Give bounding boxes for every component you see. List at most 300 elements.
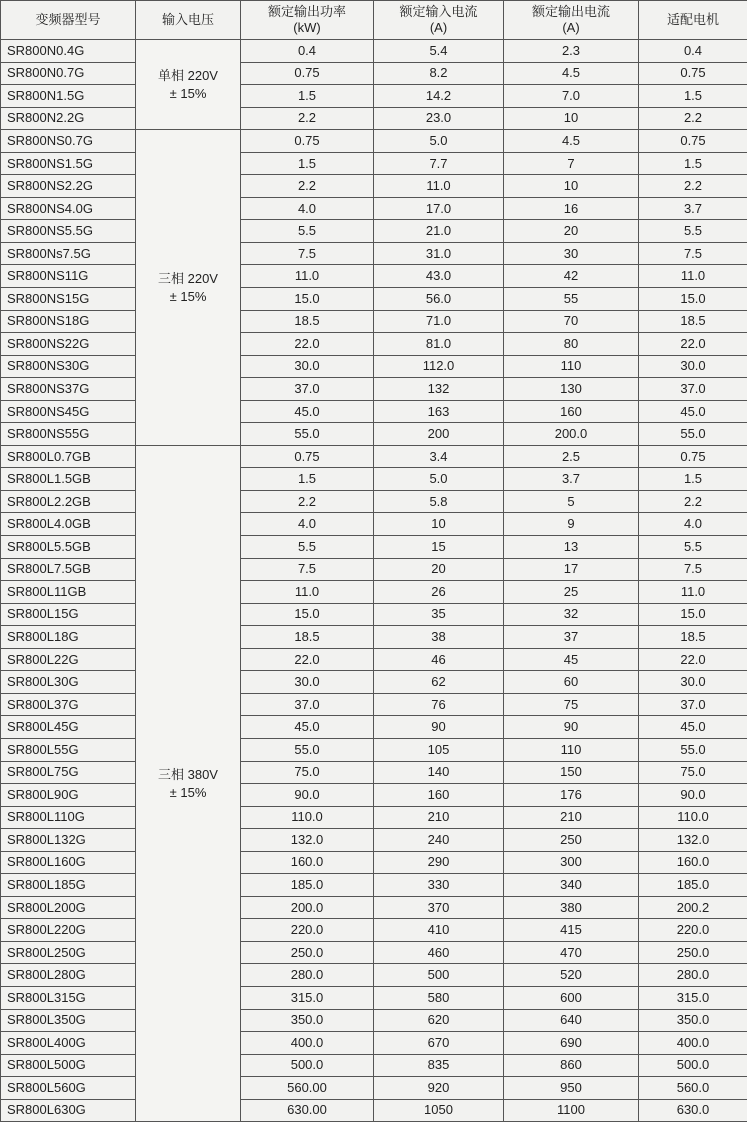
- matched-motor-cell: 630.0: [639, 1099, 747, 1122]
- table-row: [1, 220, 747, 243]
- matched-motor-cell: 250.0: [639, 941, 747, 964]
- rated-input-current-cell: 112.0: [374, 355, 504, 378]
- rated-input-current-cell: 31.0: [374, 242, 504, 265]
- table-row: [1, 242, 747, 265]
- rated-output-power-cell: 0.75: [241, 62, 374, 85]
- table-row: [1, 355, 747, 378]
- table-row: [1, 40, 747, 63]
- rated-input-current-cell: 26: [374, 581, 504, 604]
- model-cell: SR800L280G: [1, 964, 136, 987]
- rated-output-current-cell: 600: [504, 986, 639, 1009]
- model-cell: SR800L220G: [1, 919, 136, 942]
- rated-output-power-cell: 315.0: [241, 986, 374, 1009]
- rated-input-current-cell: 5.0: [374, 130, 504, 153]
- matched-motor-cell: 18.5: [639, 310, 747, 333]
- model-cell: SR800L75G: [1, 761, 136, 784]
- rated-output-power-cell: 560.00: [241, 1077, 374, 1100]
- rated-output-power-cell: 22.0: [241, 648, 374, 671]
- model-cell: SR800L400G: [1, 1032, 136, 1055]
- rated-input-current-cell: 835: [374, 1054, 504, 1077]
- rated-input-current-cell: 105: [374, 738, 504, 761]
- model-cell: SR800L37G: [1, 693, 136, 716]
- rated-input-current-cell: 200: [374, 423, 504, 446]
- table-row: [1, 806, 747, 829]
- rated-output-current-cell: 75: [504, 693, 639, 716]
- model-cell: SR800L250G: [1, 941, 136, 964]
- rated-output-power-cell: 1.5: [241, 152, 374, 175]
- matched-motor-cell: 350.0: [639, 1009, 747, 1032]
- model-cell: SR800L0.7GB: [1, 445, 136, 468]
- rated-input-current-cell: 11.0: [374, 175, 504, 198]
- table-row: [1, 175, 747, 198]
- rated-input-current-cell: 210: [374, 806, 504, 829]
- rated-output-current-cell: 130: [504, 378, 639, 401]
- header-input-voltage: 输入电压: [136, 1, 241, 40]
- matched-motor-cell: 37.0: [639, 378, 747, 401]
- table-row: [1, 152, 747, 175]
- matched-motor-cell: 400.0: [639, 1032, 747, 1055]
- rated-output-power-cell: 5.5: [241, 536, 374, 559]
- rated-output-current-cell: 13: [504, 536, 639, 559]
- rated-output-power-cell: 1.5: [241, 468, 374, 491]
- rated-input-current-cell: 5.4: [374, 40, 504, 63]
- model-cell: SR800L132G: [1, 829, 136, 852]
- model-cell: SR800L18G: [1, 626, 136, 649]
- rated-output-current-cell: 30: [504, 242, 639, 265]
- table-row: [1, 378, 747, 401]
- rated-output-power-cell: 160.0: [241, 851, 374, 874]
- rated-input-current-cell: 8.2: [374, 62, 504, 85]
- rated-input-current-cell: 132: [374, 378, 504, 401]
- rated-output-current-cell: 110: [504, 738, 639, 761]
- rated-output-power-cell: 18.5: [241, 626, 374, 649]
- model-cell: SR800L4.0GB: [1, 513, 136, 536]
- rated-output-current-cell: 340: [504, 874, 639, 897]
- model-cell: SR800N2.2G: [1, 107, 136, 130]
- rated-input-current-cell: 370: [374, 896, 504, 919]
- table-row: [1, 693, 747, 716]
- model-cell: SR800L350G: [1, 1009, 136, 1032]
- table-row: [1, 829, 747, 852]
- rated-output-current-cell: 640: [504, 1009, 639, 1032]
- matched-motor-cell: 7.5: [639, 242, 747, 265]
- table-row: [1, 1054, 747, 1077]
- rated-output-power-cell: 7.5: [241, 558, 374, 581]
- rated-input-current-cell: 410: [374, 919, 504, 942]
- rated-output-power-cell: 7.5: [241, 242, 374, 265]
- matched-motor-cell: 30.0: [639, 355, 747, 378]
- rated-input-current-cell: 5.8: [374, 490, 504, 513]
- rated-output-power-cell: 500.0: [241, 1054, 374, 1077]
- rated-output-current-cell: 7: [504, 152, 639, 175]
- matched-motor-cell: 200.2: [639, 896, 747, 919]
- matched-motor-cell: 45.0: [639, 400, 747, 423]
- rated-input-current-cell: 56.0: [374, 288, 504, 311]
- rated-output-power-cell: 37.0: [241, 378, 374, 401]
- table-row: [1, 941, 747, 964]
- model-cell: SR800L55G: [1, 738, 136, 761]
- header-rated-output-current: 额定输出电流 (A): [504, 1, 639, 40]
- rated-output-power-cell: 2.2: [241, 490, 374, 513]
- rated-output-power-cell: 11.0: [241, 265, 374, 288]
- model-cell: SR800L11GB: [1, 581, 136, 604]
- matched-motor-cell: 132.0: [639, 829, 747, 852]
- rated-output-current-cell: 25: [504, 581, 639, 604]
- rated-output-power-cell: 0.75: [241, 445, 374, 468]
- rated-input-current-cell: 20: [374, 558, 504, 581]
- rated-output-current-cell: 415: [504, 919, 639, 942]
- rated-input-current-cell: 38: [374, 626, 504, 649]
- model-cell: SR800NS4.0G: [1, 197, 136, 220]
- rated-input-current-cell: 43.0: [374, 265, 504, 288]
- table-row: [1, 986, 747, 1009]
- rated-output-power-cell: 22.0: [241, 333, 374, 356]
- model-cell: SR800NS22G: [1, 333, 136, 356]
- model-cell: SR800L15G: [1, 603, 136, 626]
- matched-motor-cell: 280.0: [639, 964, 747, 987]
- rated-output-current-cell: 690: [504, 1032, 639, 1055]
- rated-output-power-cell: 280.0: [241, 964, 374, 987]
- rated-output-current-cell: 10: [504, 107, 639, 130]
- model-cell: SR800NS5.5G: [1, 220, 136, 243]
- matched-motor-cell: 22.0: [639, 333, 747, 356]
- table-header: [1, 1, 747, 40]
- rated-output-power-cell: 30.0: [241, 671, 374, 694]
- rated-input-current-cell: 10: [374, 513, 504, 536]
- rated-output-current-cell: 200.0: [504, 423, 639, 446]
- rated-output-power-cell: 350.0: [241, 1009, 374, 1032]
- matched-motor-cell: 4.0: [639, 513, 747, 536]
- header-matched-motor: 适配电机: [639, 1, 747, 40]
- model-cell: SR800NS37G: [1, 378, 136, 401]
- rated-input-current-cell: 81.0: [374, 333, 504, 356]
- table-row: [1, 265, 747, 288]
- model-cell: SR800L630G: [1, 1099, 136, 1122]
- rated-output-power-cell: 5.5: [241, 220, 374, 243]
- matched-motor-cell: 37.0: [639, 693, 747, 716]
- input-voltage-cell: 三相 220V ± 15%: [136, 130, 241, 446]
- matched-motor-cell: 45.0: [639, 716, 747, 739]
- matched-motor-cell: 0.4: [639, 40, 747, 63]
- model-cell: SR800L2.2GB: [1, 490, 136, 513]
- model-cell: SR800L90G: [1, 784, 136, 807]
- table-row: [1, 197, 747, 220]
- table-row: [1, 468, 747, 491]
- table-row: [1, 603, 747, 626]
- model-cell: SR800L160G: [1, 851, 136, 874]
- matched-motor-cell: 560.0: [639, 1077, 747, 1100]
- rated-output-current-cell: 7.0: [504, 85, 639, 108]
- table-row: [1, 513, 747, 536]
- rated-output-power-cell: 37.0: [241, 693, 374, 716]
- matched-motor-cell: 1.5: [639, 152, 747, 175]
- model-cell: SR800NS2.2G: [1, 175, 136, 198]
- rated-output-current-cell: 60: [504, 671, 639, 694]
- table-row: [1, 1099, 747, 1122]
- table-row: [1, 558, 747, 581]
- rated-input-current-cell: 500: [374, 964, 504, 987]
- rated-output-power-cell: 15.0: [241, 603, 374, 626]
- rated-output-current-cell: 176: [504, 784, 639, 807]
- rated-output-power-cell: 0.4: [241, 40, 374, 63]
- rated-output-power-cell: 30.0: [241, 355, 374, 378]
- rated-output-power-cell: 4.0: [241, 197, 374, 220]
- model-cell: SR800L500G: [1, 1054, 136, 1077]
- table-row: [1, 62, 747, 85]
- rated-output-current-cell: 55: [504, 288, 639, 311]
- table-row: [1, 400, 747, 423]
- matched-motor-cell: 0.75: [639, 62, 747, 85]
- rated-output-power-cell: 110.0: [241, 806, 374, 829]
- matched-motor-cell: 185.0: [639, 874, 747, 897]
- rated-output-current-cell: 860: [504, 1054, 639, 1077]
- matched-motor-cell: 220.0: [639, 919, 747, 942]
- rated-output-power-cell: 18.5: [241, 310, 374, 333]
- rated-output-current-cell: 42: [504, 265, 639, 288]
- table-row: [1, 310, 747, 333]
- rated-output-current-cell: 5: [504, 490, 639, 513]
- rated-output-current-cell: 2.3: [504, 40, 639, 63]
- header-rated-output-power: 额定输出功率 (kW): [241, 1, 374, 40]
- matched-motor-cell: 500.0: [639, 1054, 747, 1077]
- rated-output-current-cell: 300: [504, 851, 639, 874]
- table-row: [1, 333, 747, 356]
- header-rated-input-current: 额定输入电流 (A): [374, 1, 504, 40]
- matched-motor-cell: 90.0: [639, 784, 747, 807]
- header-model: 变频器型号: [1, 1, 136, 40]
- rated-output-power-cell: 75.0: [241, 761, 374, 784]
- rated-output-power-cell: 15.0: [241, 288, 374, 311]
- matched-motor-cell: 22.0: [639, 648, 747, 671]
- rated-input-current-cell: 160: [374, 784, 504, 807]
- table-row: [1, 445, 747, 468]
- rated-output-power-cell: 2.2: [241, 107, 374, 130]
- rated-output-current-cell: 90: [504, 716, 639, 739]
- matched-motor-cell: 2.2: [639, 107, 747, 130]
- rated-output-current-cell: 380: [504, 896, 639, 919]
- rated-input-current-cell: 15: [374, 536, 504, 559]
- table-row: [1, 738, 747, 761]
- matched-motor-cell: 15.0: [639, 603, 747, 626]
- rated-input-current-cell: 21.0: [374, 220, 504, 243]
- model-cell: SR800L5.5GB: [1, 536, 136, 559]
- rated-output-power-cell: 185.0: [241, 874, 374, 897]
- rated-output-power-cell: 55.0: [241, 423, 374, 446]
- matched-motor-cell: 75.0: [639, 761, 747, 784]
- rated-input-current-cell: 670: [374, 1032, 504, 1055]
- rated-input-current-cell: 920: [374, 1077, 504, 1100]
- rated-input-current-cell: 1050: [374, 1099, 504, 1122]
- rated-output-power-cell: 45.0: [241, 716, 374, 739]
- matched-motor-cell: 7.5: [639, 558, 747, 581]
- table-row: [1, 85, 747, 108]
- model-cell: SR800L200G: [1, 896, 136, 919]
- matched-motor-cell: 30.0: [639, 671, 747, 694]
- matched-motor-cell: 0.75: [639, 445, 747, 468]
- matched-motor-cell: 0.75: [639, 130, 747, 153]
- table-row: [1, 423, 747, 446]
- rated-input-current-cell: 17.0: [374, 197, 504, 220]
- model-cell: SR800L7.5GB: [1, 558, 136, 581]
- model-cell: SR800NS45G: [1, 400, 136, 423]
- rated-output-current-cell: 37: [504, 626, 639, 649]
- model-cell: SR800NS1.5G: [1, 152, 136, 175]
- model-cell: SR800N1.5G: [1, 85, 136, 108]
- rated-input-current-cell: 240: [374, 829, 504, 852]
- model-cell: SR800NS55G: [1, 423, 136, 446]
- matched-motor-cell: 2.2: [639, 175, 747, 198]
- matched-motor-cell: 160.0: [639, 851, 747, 874]
- rated-output-power-cell: 90.0: [241, 784, 374, 807]
- table-row: [1, 919, 747, 942]
- rated-output-current-cell: 470: [504, 941, 639, 964]
- matched-motor-cell: 110.0: [639, 806, 747, 829]
- rated-input-current-cell: 290: [374, 851, 504, 874]
- rated-input-current-cell: 580: [374, 986, 504, 1009]
- rated-input-current-cell: 62: [374, 671, 504, 694]
- table-row: [1, 130, 747, 153]
- rated-output-current-cell: 3.7: [504, 468, 639, 491]
- rated-output-current-cell: 950: [504, 1077, 639, 1100]
- rated-output-current-cell: 70: [504, 310, 639, 333]
- matched-motor-cell: 1.5: [639, 468, 747, 491]
- rated-input-current-cell: 14.2: [374, 85, 504, 108]
- rated-input-current-cell: 5.0: [374, 468, 504, 491]
- rated-input-current-cell: 620: [374, 1009, 504, 1032]
- matched-motor-cell: 315.0: [639, 986, 747, 1009]
- rated-output-power-cell: 400.0: [241, 1032, 374, 1055]
- table-row: [1, 716, 747, 739]
- model-cell: SR800L22G: [1, 648, 136, 671]
- input-voltage-cell: 三相 380V ± 15%: [136, 445, 241, 1121]
- matched-motor-cell: 11.0: [639, 265, 747, 288]
- matched-motor-cell: 3.7: [639, 197, 747, 220]
- rated-output-power-cell: 45.0: [241, 400, 374, 423]
- rated-output-current-cell: 20: [504, 220, 639, 243]
- header-row: [1, 1, 747, 40]
- rated-output-current-cell: 150: [504, 761, 639, 784]
- rated-output-power-cell: 4.0: [241, 513, 374, 536]
- rated-output-current-cell: 10: [504, 175, 639, 198]
- table-row: [1, 1009, 747, 1032]
- rated-output-current-cell: 9: [504, 513, 639, 536]
- model-cell: SR800N0.4G: [1, 40, 136, 63]
- rated-output-current-cell: 32: [504, 603, 639, 626]
- model-cell: SR800L560G: [1, 1077, 136, 1100]
- matched-motor-cell: 2.2: [639, 490, 747, 513]
- rated-output-current-cell: 16: [504, 197, 639, 220]
- model-cell: SR800NS0.7G: [1, 130, 136, 153]
- rated-input-current-cell: 3.4: [374, 445, 504, 468]
- rated-input-current-cell: 460: [374, 941, 504, 964]
- rated-input-current-cell: 71.0: [374, 310, 504, 333]
- rated-output-current-cell: 210: [504, 806, 639, 829]
- model-cell: SR800NS18G: [1, 310, 136, 333]
- model-cell: SR800L110G: [1, 806, 136, 829]
- rated-input-current-cell: 76: [374, 693, 504, 716]
- rated-output-current-cell: 160: [504, 400, 639, 423]
- table-row: [1, 671, 747, 694]
- table-row: [1, 490, 747, 513]
- matched-motor-cell: 15.0: [639, 288, 747, 311]
- model-cell: SR800L315G: [1, 986, 136, 1009]
- rated-input-current-cell: 46: [374, 648, 504, 671]
- model-cell: SR800NS11G: [1, 265, 136, 288]
- rated-output-power-cell: 11.0: [241, 581, 374, 604]
- rated-input-current-cell: 330: [374, 874, 504, 897]
- rated-output-current-cell: 80: [504, 333, 639, 356]
- rated-output-current-cell: 4.5: [504, 62, 639, 85]
- rated-output-current-cell: 17: [504, 558, 639, 581]
- model-cell: SR800L30G: [1, 671, 136, 694]
- matched-motor-cell: 18.5: [639, 626, 747, 649]
- model-cell: SR800L45G: [1, 716, 136, 739]
- rated-output-current-cell: 520: [504, 964, 639, 987]
- table-row: [1, 581, 747, 604]
- table-row: [1, 761, 747, 784]
- rated-output-power-cell: 220.0: [241, 919, 374, 942]
- model-cell: SR800L1.5GB: [1, 468, 136, 491]
- rated-input-current-cell: 23.0: [374, 107, 504, 130]
- table-row: [1, 536, 747, 559]
- model-cell: SR800NS30G: [1, 355, 136, 378]
- rated-output-current-cell: 45: [504, 648, 639, 671]
- matched-motor-cell: 5.5: [639, 536, 747, 559]
- rated-output-current-cell: 250: [504, 829, 639, 852]
- rated-output-current-cell: 2.5: [504, 445, 639, 468]
- table-row: [1, 648, 747, 671]
- model-cell: SR800Ns7.5G: [1, 242, 136, 265]
- rated-input-current-cell: 90: [374, 716, 504, 739]
- table-row: [1, 964, 747, 987]
- rated-output-current-cell: 4.5: [504, 130, 639, 153]
- table-row: [1, 107, 747, 130]
- rated-output-power-cell: 0.75: [241, 130, 374, 153]
- input-voltage-cell: 单相 220V ± 15%: [136, 40, 241, 130]
- rated-input-current-cell: 35: [374, 603, 504, 626]
- model-cell: SR800L185G: [1, 874, 136, 897]
- rated-output-current-cell: 110: [504, 355, 639, 378]
- table-row: [1, 626, 747, 649]
- matched-motor-cell: 1.5: [639, 85, 747, 108]
- rated-output-power-cell: 1.5: [241, 85, 374, 108]
- rated-input-current-cell: 163: [374, 400, 504, 423]
- rated-input-current-cell: 140: [374, 761, 504, 784]
- table-row: [1, 1032, 747, 1055]
- table-body: [1, 40, 747, 1122]
- rated-output-current-cell: 1100: [504, 1099, 639, 1122]
- rated-output-power-cell: 630.00: [241, 1099, 374, 1122]
- rated-output-power-cell: 2.2: [241, 175, 374, 198]
- table-row: [1, 874, 747, 897]
- rated-input-current-cell: 7.7: [374, 152, 504, 175]
- model-cell: SR800N0.7G: [1, 62, 136, 85]
- table-row: [1, 288, 747, 311]
- rated-output-power-cell: 200.0: [241, 896, 374, 919]
- table-row: [1, 784, 747, 807]
- rated-output-power-cell: 55.0: [241, 738, 374, 761]
- matched-motor-cell: 5.5: [639, 220, 747, 243]
- table-row: [1, 851, 747, 874]
- table-row: [1, 896, 747, 919]
- matched-motor-cell: 55.0: [639, 738, 747, 761]
- model-cell: SR800NS15G: [1, 288, 136, 311]
- matched-motor-cell: 11.0: [639, 581, 747, 604]
- rated-output-power-cell: 132.0: [241, 829, 374, 852]
- rated-output-power-cell: 250.0: [241, 941, 374, 964]
- table-row: [1, 1077, 747, 1100]
- matched-motor-cell: 55.0: [639, 423, 747, 446]
